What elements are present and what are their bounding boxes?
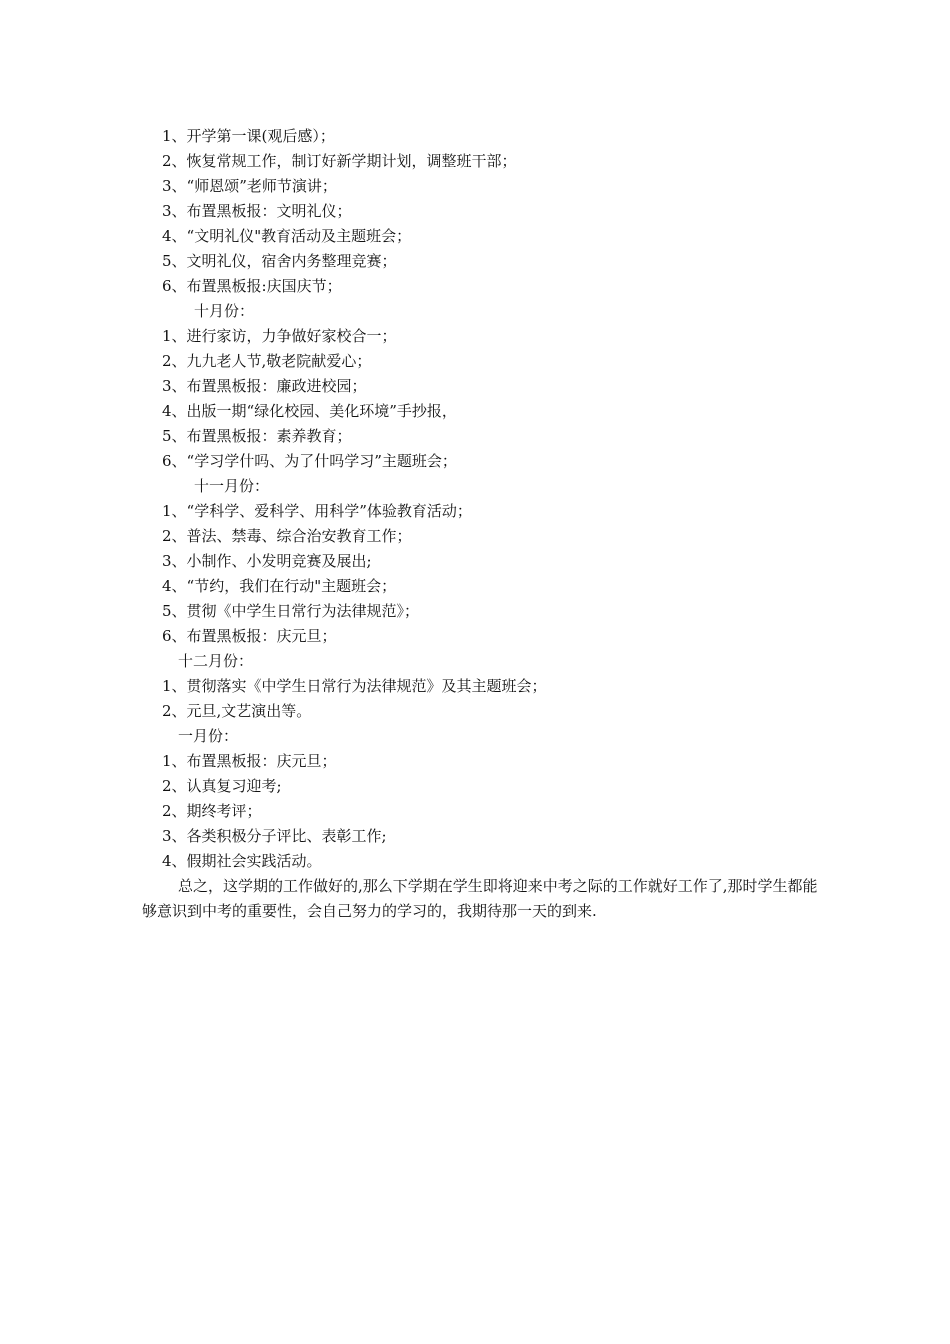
list-item: 4、“文明礼仪"教育活动及主题班会； <box>162 227 412 245</box>
plan-list <box>142 124 822 874</box>
list-item: 4、“节约，我们在行动"主题班会； <box>162 577 397 595</box>
list-item: 3、各类积极分子评比、表彰工作; <box>162 827 387 845</box>
list-item: 2、九九老人节,敬老院献爱心； <box>162 352 372 370</box>
list-item: 3、布置黑板报：文明礼仪； <box>162 202 352 220</box>
list-item: 2、期终考评； <box>162 802 262 820</box>
list-item: 1、开学第一课(观后感）； <box>162 127 335 145</box>
list-item: 3、小制作、小发明竞赛及展出; <box>162 552 372 570</box>
list-item: 4、假期社会实践活动。 <box>162 852 322 870</box>
document-body <box>142 124 822 939</box>
list-item: 5、布置黑板报：素养教育； <box>162 427 352 445</box>
month-heading: 十月份： <box>194 302 255 320</box>
list-item: 2、普法、禁毒、综合治安教育工作； <box>162 527 412 545</box>
list-item: 3、“师恩颂”老师节演讲； <box>162 177 337 195</box>
list-item: 4、出版一期“绿化校园、美化环境”手抄报， <box>162 402 457 420</box>
list-item: 5、贯彻《中学生日常行为法律规范》； <box>162 602 420 620</box>
list-item: 6、布置黑板报：庆元旦； <box>162 627 337 645</box>
month-heading: 一月份： <box>178 727 239 745</box>
list-item: 1、进行家访，力争做好家校合一； <box>162 327 397 345</box>
closing-paragraph: 总之，这学期的工作做好的,那么下学期在学生即将迎来中考之际的工作就好工作了,那时学生都能够意识到中考的重要性，会自己努力的学习的，我期待那一天的到来. <box>142 877 818 920</box>
list-item: 1、布置黑板报：庆元旦； <box>162 752 337 770</box>
month-heading: 十二月份： <box>178 652 254 670</box>
list-item: 6、布置黑板报:庆国庆节； <box>162 277 342 295</box>
list-item: 3、布置黑板报：廉政进校园； <box>162 377 367 395</box>
list-item: 5、文明礼仪，宿舍内务整理竞赛； <box>162 252 397 270</box>
list-item: 1、“学科学、爱科学、用科学”体验教育活动； <box>162 502 472 520</box>
list-item: 2、恢复常规工作，制订好新学期计划，调整班干部； <box>162 152 517 170</box>
list-item: 1、贯彻落实《中学生日常行为法律规范》及其主题班会； <box>162 677 547 695</box>
month-heading: 十一月份： <box>194 477 270 495</box>
list-item: 2、认真复习迎考; <box>162 777 282 795</box>
list-item: 6、“学习学什吗、为了什吗学习”主题班会； <box>162 452 457 470</box>
list-item: 2、元旦,文艺演出等。 <box>162 702 312 720</box>
